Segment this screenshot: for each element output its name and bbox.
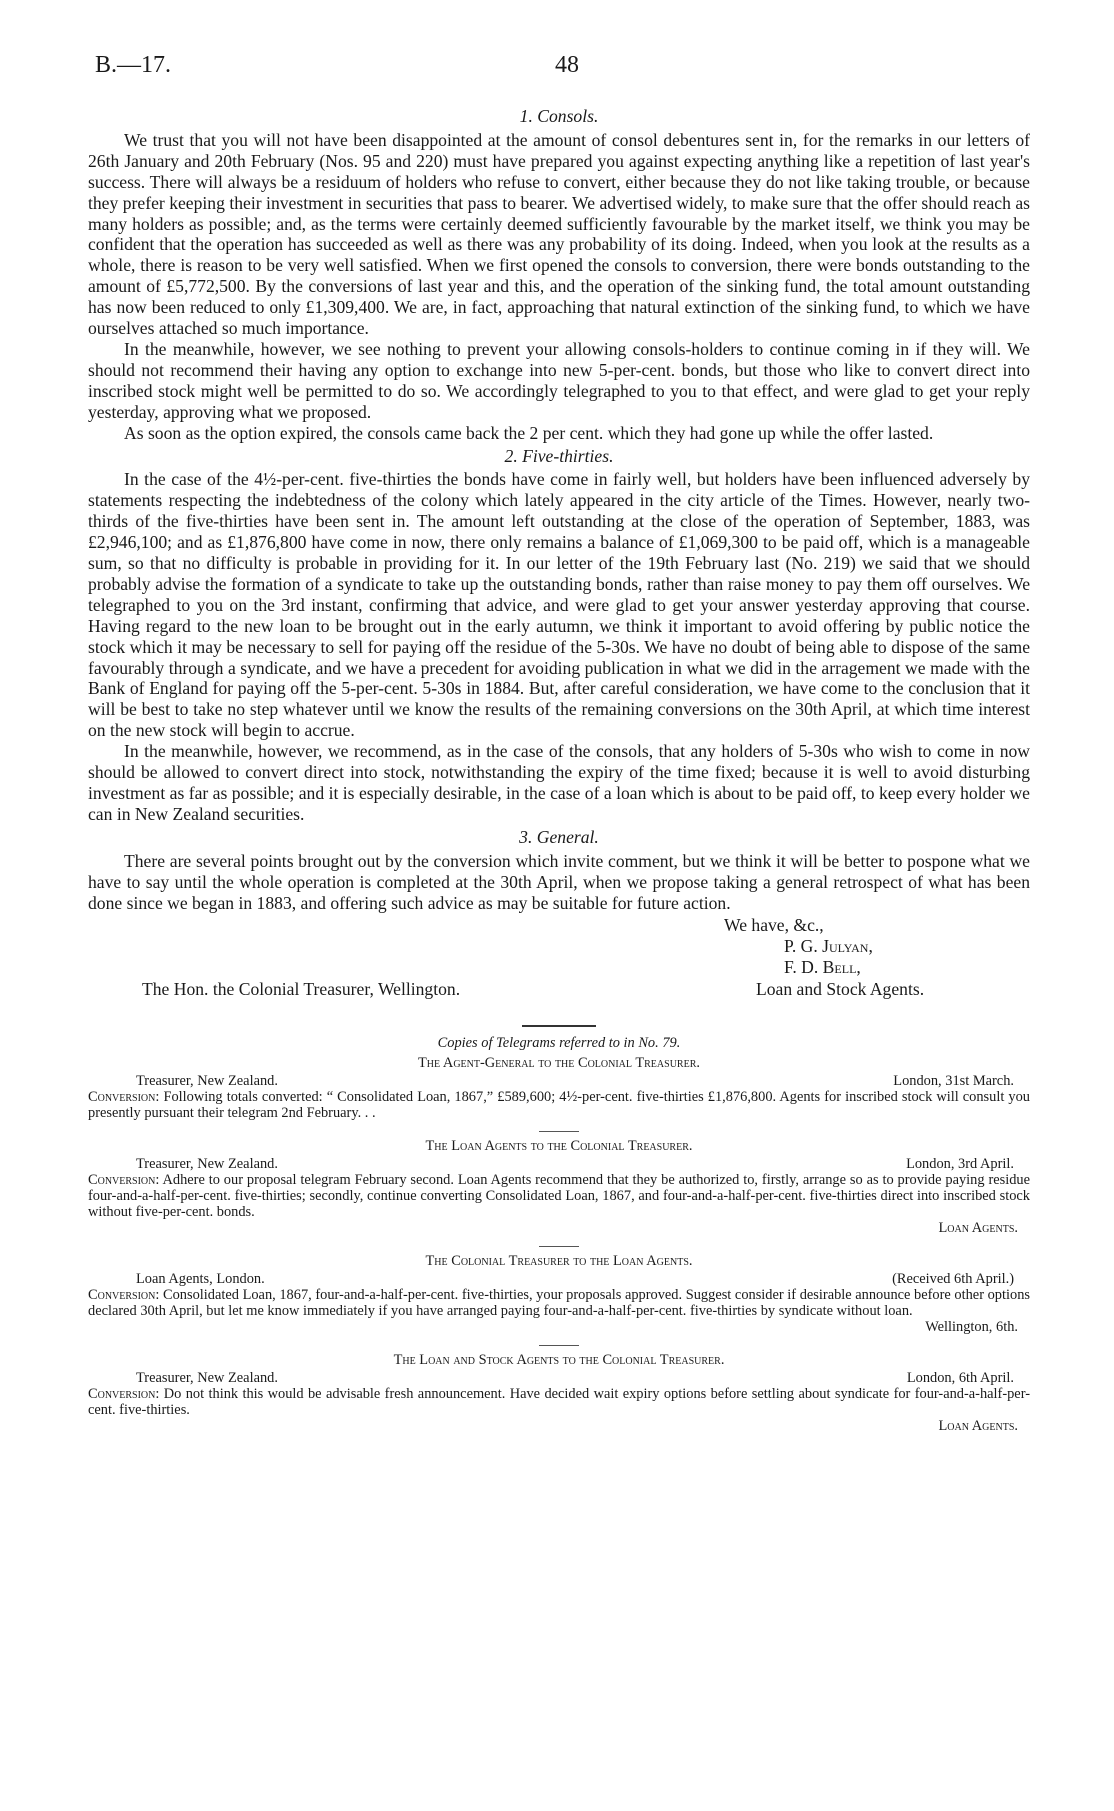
section-heading: 2. Five-thirties. [504,445,614,466]
telegram-heading: The Loan and Stock Agents to the Colonial Treasurer. [393,1352,725,1369]
telegram-signature: Wellington, 6th. [925,1319,1018,1336]
telegram-recipient: Treasurer, New Zealand. [136,1073,278,1090]
telegram [88,1055,1030,1121]
telegram-signature: Loan Agents. [938,1418,1018,1435]
telegram-signature: Loan Agents. [938,1220,1018,1237]
section-heading: 1. Consols. [519,106,599,126]
divider [539,1131,579,1132]
addressee: The Hon. the Colonial Treasurer, Wellington. [142,979,461,1000]
section-consols [88,106,1030,444]
divider [539,1246,579,1247]
paragraph: In the meanwhile, however, we recommend, as in the case of the consols, that any holders of 5-30s who wish to come in now should be allowed to convert direct into stock, notwithstanding the expiry of the time fixed; because it is well to avoid disturbing investment as far as possible; and it is especially desirable, in the case of a loan which is about to be paid off, to keep every holder we can in New Zealand securities. [88,741,1030,824]
section-general [88,827,1030,914]
telegram-label: Conversion: [88,1386,160,1403]
paragraph: In the case of the 4½-per-cent. five-thirties the bonds have come in fairly well, but holders have been influenced adversely by statements respecting the indebtedness of the colony which lately appeared in the city article of the Times. However, nearly two-thirds of the five-thirties have been sent in. The amount left outstanding at the close of the operation of September, 1883, was £2,946,100; and as £1,876,800 have come in now, there only remains a balance of £1,069,300 to be paid off, which is a manageable sum, so that no difficulty is probable in providing for it. In our letter of the 19th February last (No. 219) we said that we should probably advise the formation of a syndicate to take up the outstanding bonds, rather than raise money to pay them off ourselves. We telegraphed to you on the 3rd instant, confirming that advice, and were glad to get your answer yesterday approving that course. Having regard to the new loan to be brought out in the early autumn, we think it important to avoid offering by public notice the stock which it may be necessary to sell for paying off the residue of the 5-30s. We have no doubt of being able to dispose of the same favourably through a syndicate, and we have a precedent for avoiding publication in what we did in the arragement we made with the Bank of England for paying off the 5-per-cent. 5-30s in 1884. But, after careful consideration, we have come to the conclusion that it will be best to take no step whatever until we know the results of the remaining conversions on the 30th April, at which time interest on the new stock will begin to accrue. [88,469,1030,741]
telegram-label: Conversion: [88,1172,160,1189]
telegram-body: Do not think this would be advisable fresh announcement. Have decided wait expiry options before settling about syndicate for four-and-a-half-per-cent. five-thirties. [88,1386,1030,1419]
telegrams-caption: Copies of Telegrams referred to in No. 79. [437,1035,681,1052]
telegram-body: Adhere to our proposal telegram February second. Loan Agents recommend that they be authorized to, firstly, arrange so as to provide paying residue four-and-a-half-per-cent. five-thirties; secondly, continue converting Consolidated Loan, 1867, and four-and-a-half-per-cent. five-thirties direct into inscribed stock without five-per-cent. bonds. [88,1172,1030,1221]
telegram [88,1138,1030,1236]
closing: We have, &c., [724,915,824,936]
telegram-body: Consolidated Loan, 1867, four-and-a-half-per-cent. five-thirties, your proposals approved. Suggest consider if desirable announce before other options declared 30th April, but let me know immediately if you have arranged paying four-and-a-half-per-cent. five-thirties by syndicate without loan. [88,1287,1030,1320]
telegram-place-date: London, 31st March. [893,1073,1014,1090]
section-heading: 3. General. [519,826,599,847]
paragraph: In the meanwhile, however, we see nothing to prevent your allowing consols-holders to continue coming in if they will. We should not recommend their having any option to exchange into new 5-per-cent. bonds, but those who like to convert direct into inscribed stock might well be permitted to do so. We accordingly telegraphed to you to that effect, and were glad to get your reply yesterday, approving what we proposed. [88,338,1030,422]
section-five-thirties [88,446,1030,825]
telegram-label: Conversion: [88,1287,160,1304]
telegram [88,1253,1030,1335]
signatory-name: F. D. Bell, [784,957,861,978]
document-reference: B.—17. [95,52,172,78]
telegram-place-date: London, 6th April. [906,1370,1014,1387]
divider [539,1345,579,1346]
paragraph: As soon as the option expired, the consols came back the 2 per cent. which they had gone up while the offer lasted. [124,422,934,443]
telegram-body: Following totals converted: “ Consolidated Loan, 1867,” £589,600; 4½-per-cent. five-thirties £1,876,800. Agents for inscribed stock will consult you presently pursuant their telegram 2nd February. . . [88,1089,1030,1122]
telegram-heading: The Colonial Treasurer to the Loan Agents. [425,1253,693,1270]
divider [522,1025,596,1027]
telegram-recipient: Loan Agents, London. [136,1271,265,1288]
letter-body [88,104,1030,1434]
telegram-place-date: London, 3rd April. [906,1156,1014,1173]
telegram-recipient: Treasurer, New Zealand. [136,1156,278,1173]
page-number: 48 [555,52,579,78]
signatory-name: P. G. Julyan, [784,936,873,957]
telegram-heading: The Agent-General to the Colonial Treasurer. [418,1055,700,1072]
paragraph: There are several points brought out by the conversion which invite comment, but we think it will be better to pospone what we have to say until the whole operation is completed at the 30th April, when we propose taking a general retrospect of what has been done since we began in 1883, and offering such advice as may be suitable for future action. [88,850,1030,913]
signature-block [88,915,1030,1007]
paragraph: We trust that you will not have been disappointed at the amount of consol debentures sent in, for the remarks in our letters of 26th January and 20th February (Nos. 95 and 220) must have prepared you against expecting anything like a repetition of last year's success. There will always be a residuum of holders who refuse to convert, either because they do not like taking trouble, or because they prefer keeping their investment in securities that pass to bearer. We advertised widely, to make sure that the offer should reach as many holders as possible; and, as the terms were certainly deemed sufficiently favourable by the market itself, we think you may be confident that the operation has succeeded as well as there was any probability of its doing. Indeed, when you look at the results as a whole, there is reason to be very well satisfied. When we first opened the consols to conversion, there were bonds outstanding to the amount of £5,772,500. By the conversions of last year and this, and the operation of the sinking fund, the total amount outstanding has now been reduced to only £1,309,400. We are, in fact, approaching that natural extinction of the sinking fund, to which we have ourselves attached so much importance. [88,129,1030,339]
telegram-heading: The Loan Agents to the Colonial Treasurer. [425,1138,693,1155]
telegram [88,1352,1030,1434]
telegram-recipient: Treasurer, New Zealand. [136,1370,278,1387]
telegrams-section [88,1035,1030,1434]
telegram-label: Conversion: [88,1089,160,1106]
signatory-role: Loan and Stock Agents. [756,979,925,1000]
telegram-place-date: (Received 6th April.) [892,1271,1014,1288]
